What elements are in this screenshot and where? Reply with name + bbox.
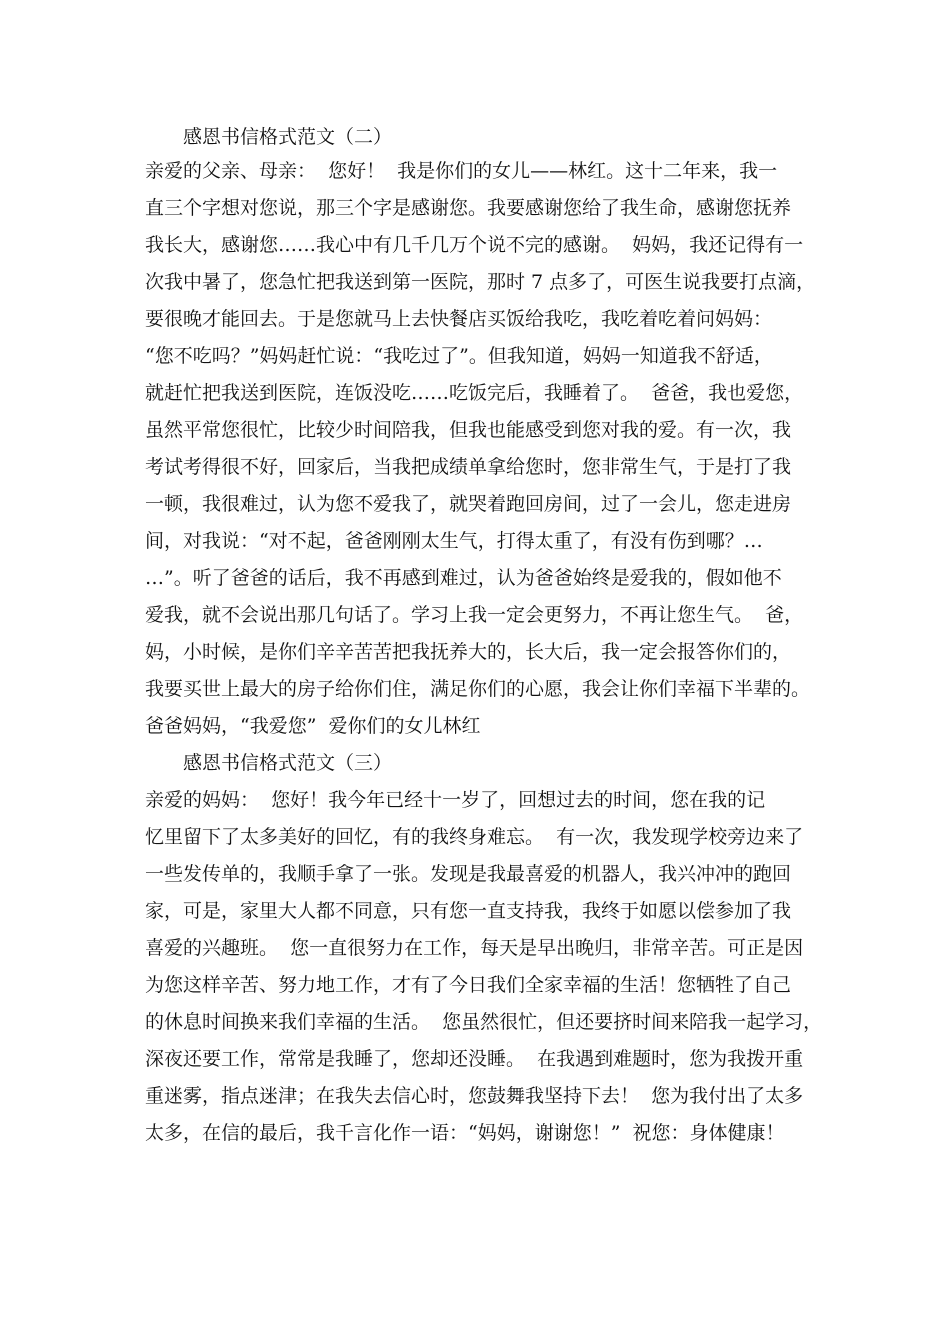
paragraph-line: 亲爱的父亲、母亲： 您好！ 我是你们的女儿——林红。这十二年来，我一 (145, 160, 778, 182)
paragraph-line: “您不吃吗？”妈妈赶忙说：“我吃过了”。但我知道，妈妈一知道我不舒适， (145, 345, 773, 367)
paragraph-line: 爸爸妈妈，“我爱您” 爱你们的女儿林红 (145, 715, 481, 737)
paragraph-line: 我长大，感谢您……我心中有几千几万个说不完的感谢。 妈妈，我还记得有一 (145, 234, 804, 256)
paragraph-line: 虽然平常您很忙，比较少时间陪我，但我也能感受到您对我的爱。有一次，我 (145, 419, 792, 441)
paragraph-line: 考试考得很不好，回家后，当我把成绩单拿给您时，您非常生气，于是打了我 (145, 456, 792, 478)
paragraph-line: 爱我，就不会说出那几句话了。学习上我一定会更努力，不再让您生气。 爸， (145, 604, 804, 626)
paragraph-line: 次我中暑了，您急忙把我送到第一医院，那时 7 点多了，可医生说我要打点滴， (145, 271, 816, 293)
paragraph-line: 要很晚才能回去。于是您就马上去快餐店买饭给我吃，我吃着吃着问妈妈： (145, 308, 773, 330)
paragraph-line: 我要买世上最大的房子给你们住，满足你们的心愿，我会让你们幸福下半辈的。 (145, 678, 811, 700)
paragraph-line: 一些发传单的，我顺手拿了一张。发现是我最喜爱的机器人，我兴冲冲的跑回 (145, 863, 792, 885)
paragraph-line: 亲爱的妈妈： 您好！我今年已经十一岁了，回想过去的时间，您在我的记 (145, 789, 766, 811)
paragraph-line: 为您这样辛苦、努力地工作，才有了今日我们全家幸福的生活！您牺牲了自己 (145, 974, 792, 996)
paragraph-line: 的休息时间换来我们幸福的生活。 您虽然很忙，但还要挤时间来陪我一起学习， (145, 1011, 823, 1033)
paragraph-line: 太多，在信的最后，我千言化作一语：“妈妈，谢谢您！” 祝您：身体健康！ (145, 1122, 785, 1144)
paragraph-line: 喜爱的兴趣班。 您一直很努力在工作，每天是早出晚归，非常辛苦。可正是因 (145, 937, 804, 959)
paragraph-line: 重迷雾，指点迷津；在我失去信心时，您鼓舞我坚持下去！ 您为我付出了太多 (145, 1085, 804, 1107)
section-heading: 感恩书信格式范文（三） (183, 752, 393, 774)
paragraph-line: 间，对我说：“对不起，爸爸刚刚太生气，打得太重了，有没有伤到哪？… (145, 530, 763, 552)
paragraph-line: 家，可是，家里大人都不同意，只有您一直支持我，我终于如愿以偿参加了我 (145, 900, 792, 922)
paragraph-line: 深夜还要工作，常常是我睡了，您却还没睡。 在我遇到难题时，您为我拨开重 (145, 1048, 804, 1070)
paragraph-line: 妈，小时候，是你们辛辛苦苦把我抚养大的，长大后，我一定会报答你们的， (145, 641, 792, 663)
paragraph-line: 忆里留下了太多美好的回忆，有的我终身难忘。 有一次，我发现学校旁边来了 (145, 826, 804, 848)
paragraph-line: 就赶忙把我送到医院，连饭没吃……吃饭完后，我睡着了。 爸爸，我也爱您， (145, 382, 804, 404)
paragraph-line: 一顿，我很难过，认为您不爱我了，就哭着跑回房间，过了一会儿，您走进房 (145, 493, 792, 515)
paragraph-line: …”。听了爸爸的话后，我不再感到难过，认为爸爸始终是爱我的，假如他不 (145, 567, 782, 589)
section-heading: 感恩书信格式范文（二） (183, 126, 393, 148)
paragraph-line: 直三个字想对您说，那三个字是感谢您。我要感谢您给了我生命，感谢您抚养 (145, 197, 792, 219)
